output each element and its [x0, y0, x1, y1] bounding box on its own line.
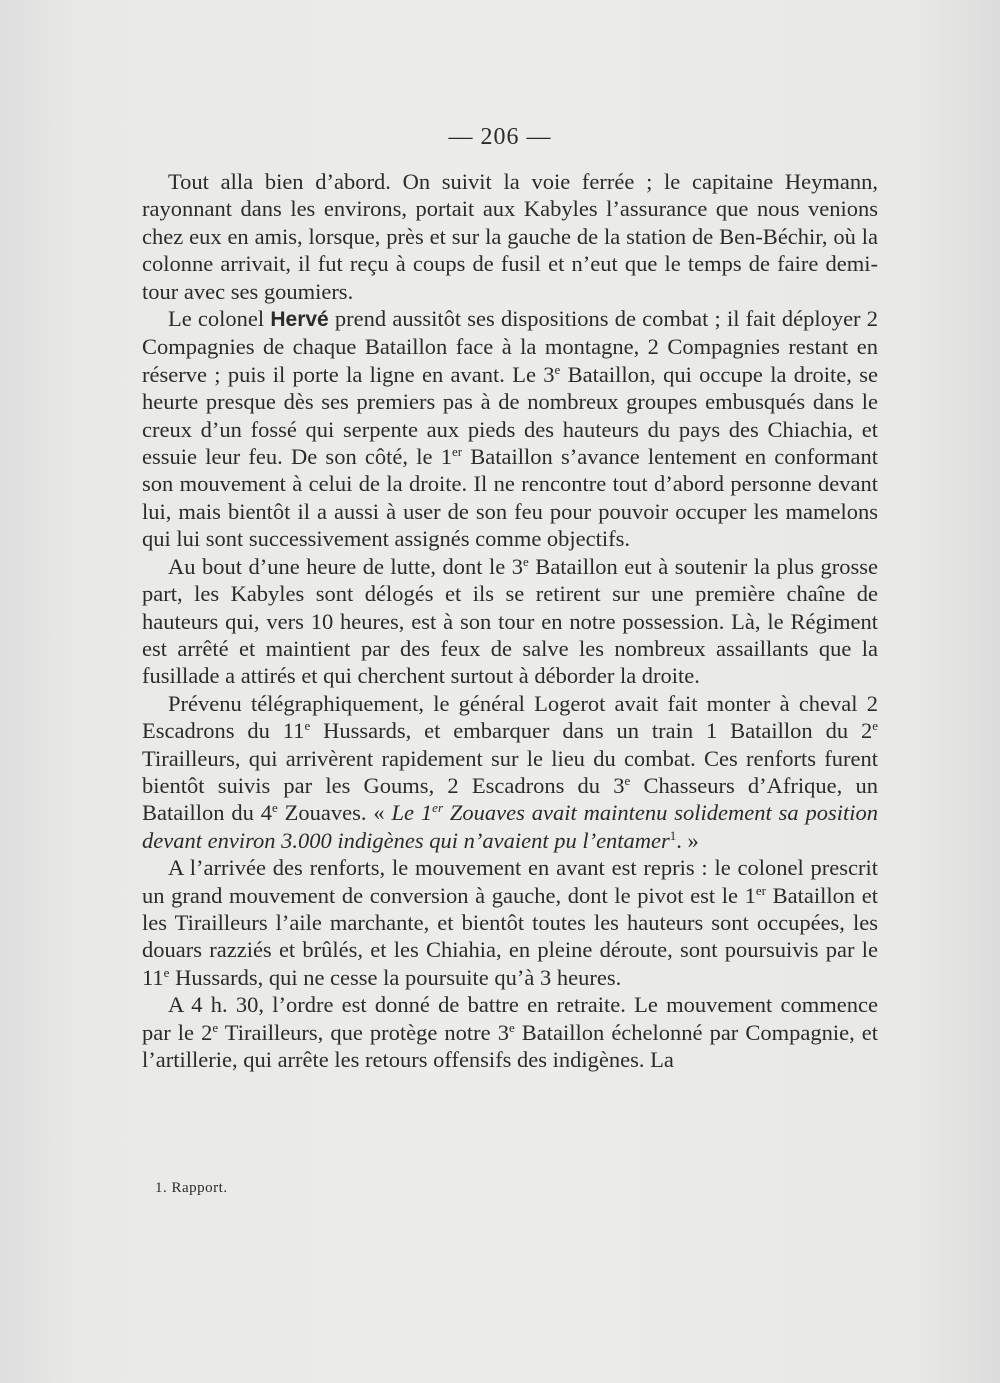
paragraph-2	[142, 305, 878, 553]
text-run: Zouaves. «	[277, 800, 392, 826]
ordinal-superscript: e	[272, 800, 278, 816]
ordinal-superscript: e	[163, 964, 170, 980]
ordinal-superscript: e	[523, 553, 529, 569]
footnote-reference: 1	[669, 827, 677, 843]
ordinal-superscript: e	[304, 718, 311, 734]
quote-run: Le 1	[391, 800, 433, 826]
quote-run: Zouaves avait maintenu solidement sa position devant environ 3.000 indigènes qui n’avaient pu l’entamer	[142, 800, 879, 853]
text-run: A l’arrivée des renforts, le mouvement en avant est repris : le colonel prescrit un grand mouvement de conversion à gauche, dont le pivot est le 1	[142, 855, 878, 908]
ordinal-superscript: er	[755, 882, 766, 898]
ordinal-superscript: er	[432, 800, 444, 816]
ordinal-superscript: e	[508, 1019, 515, 1035]
paragraph-4	[142, 690, 878, 854]
text-run: Au bout d’une heure de lutte, dont le 3	[168, 553, 524, 579]
text-run: Bataillon s’avance lentement en conformant son mouvement à celui de la droite. Il ne rencontre tout d’abord personne devant lui, mais bientôt il a aussi à user de son feu pour pouvoir occuper les mamelons qui lui sont successivement assignés comme objectifs.	[142, 444, 879, 552]
text-run: Bataillon, qui occupe la droite, se heurte presque dès ses premiers pas à de nombreux groupes embusqués dans le creux d’un fossé qui serpente aux pieds des hauteurs du pays des Chiachia, et essuie leur feu. De son côté, le 1	[142, 361, 878, 470]
text-run: . »	[676, 827, 699, 853]
text-run: Prévenu télégraphiquement, le général Logerot avait fait monter à cheval 2 Escadrons du 11	[142, 690, 878, 744]
text-run: Tirailleurs, que protège notre 3	[218, 1019, 509, 1045]
text-run: A 4 h. 30, l’ordre est donné de battre en retraite. Le mouvement commence par le 2	[142, 992, 878, 1045]
paragraph-6	[142, 991, 878, 1073]
paragraph-1	[142, 168, 878, 305]
page-number: — 206 —	[448, 124, 552, 150]
text-run: Hussards, qui ne cesse la poursuite qu’à 3 heures.	[169, 964, 622, 990]
text-run: Chasseurs d’Afrique, un Bataillon du 4	[142, 772, 878, 826]
ordinal-superscript: e	[212, 1019, 219, 1035]
text-run: Tirailleurs, qui arrivèrent rapidement sur le lieu du combat. Ces renforts furent bientôt suivis par les Goums, 2 Escadrons du 3	[142, 745, 878, 798]
text-run: Bataillon eut à soutenir la plus grosse part, les Kabyles sont délogés et ils se retirent sur une première chaîne de hauteurs qui, vers 10 heures, est à son tour en notre possession. Là, le Régiment est arrêté et maintient par des feux de salve les nombreux assaillants que la fusillade a attirés et qui cherchent surtout à déborder la droite.	[142, 553, 878, 689]
text-run: Hussards, et embarquer dans un train 1 Bataillon du 2	[310, 718, 873, 744]
body-text	[142, 168, 878, 1073]
ordinal-superscript: er	[451, 444, 463, 460]
footnote: 1. Rapport.	[155, 1180, 228, 1196]
paragraph-3	[142, 553, 878, 690]
text-run: prend aussitôt ses dispositions de combat ; il fait déployer 2 Compagnies de chaque Bataillon face à la montagne, 2 Compagnies restant en réserve ; puis il porte la ligne en avant. Le 3	[142, 306, 878, 387]
colonel-name: Hervé	[270, 308, 329, 332]
paragraph-5	[142, 854, 878, 991]
text-run: Le colonel	[168, 306, 271, 332]
text-run: Tout alla bien d’abord. On suivit la voie ferrée ; le capitaine Heymann, rayonnant dans les environs, portait aux Kabyles l’assurance que nous venions chez eux en amis, lorsque, près et sur la gauche de la station de Ben-Béchir, où la colonne arrivait, il fut reçu à coups de fusil et n’eut que le temps de faire demi-tour avec ses goumiers.	[142, 169, 878, 304]
ordinal-superscript: e	[554, 361, 561, 377]
ordinal-superscript: e	[872, 718, 878, 734]
text-run: Bataillon échelonné par Compagnie, et l’artillerie, qui arrête les retours offensifs des indigènes. La	[142, 1019, 879, 1072]
text-run: Bataillon et les Tirailleurs l’aile marchante, et bientôt toutes les hauteurs sont occupées, les douars razziés et brûlés, et les Chiahia, en pleine déroute, sont poursuivis par le 11	[142, 882, 878, 990]
ordinal-superscript: e	[624, 772, 631, 788]
